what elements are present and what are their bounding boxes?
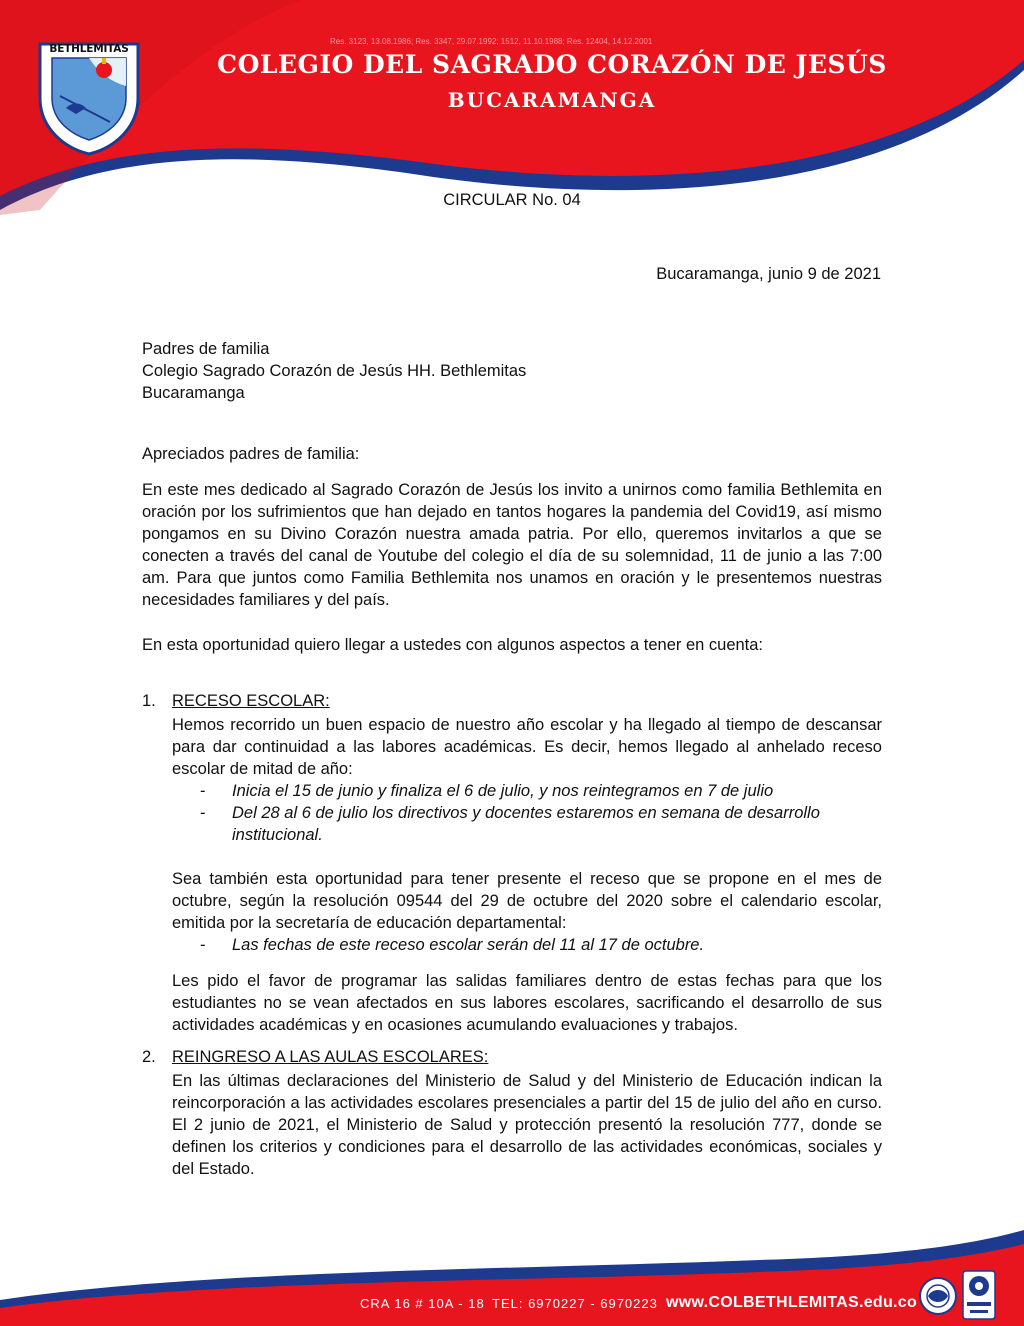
salutation: Apreciados padres de familia: xyxy=(142,445,360,463)
list-item xyxy=(200,802,884,846)
footer-website[interactable]: www.COLBETHLEMITAS.edu.co xyxy=(666,1294,918,1311)
bullet-list xyxy=(200,780,884,846)
section-title: REINGRESO A LAS AULAS ESCOLARES: xyxy=(172,1048,489,1066)
resolutions-line: Res. 3123, 13.08.1986; Res. 3347, 29.07.1992; 1512, 11.10.1988; Res. 12404, 14.12.2001 xyxy=(330,37,653,46)
bullet-list xyxy=(200,934,884,956)
recipients-block xyxy=(142,338,882,404)
section-paragraph: Hemos recorrido un buen espacio de nuestro año escolar y ha llegado al tiempo de descansar para dar continuidad a las labores académicas. Es decir, hemos llegado al anhelado receso escolar de mitad de año: xyxy=(172,716,882,778)
school-city: BUCARAMANGA xyxy=(447,88,657,112)
icontec-certification-icon xyxy=(962,1270,996,1320)
section-heading xyxy=(142,1048,488,1067)
section-title: RECESO ESCOLAR: xyxy=(172,692,330,710)
section-paragraph: En las últimas declaraciones del Ministerio de Salud y del Ministerio de Educación indican la reincorporación a las actividades escolares presenciales a partir del 15 de julio del año en curso. El 2 junio de 2021, el Ministerio de Salud y protección presentó la resolución 777, donde se definen los criterios y condiciones para el desarrollo de las actividades económicas, sociales y del Estado. xyxy=(172,1072,882,1178)
school-name: COLEGIO DEL SAGRADO CORAZÓN DE JESÚS xyxy=(217,50,887,79)
footer-phone: TEL: 6970227 - 6970223 xyxy=(492,1296,658,1311)
iqnet-certification-icon xyxy=(918,1276,958,1316)
recipient-line: Bucaramanga xyxy=(142,384,245,402)
list-item-text: Del 28 al 6 de julio los directivos y docentes estaremos en semana de desarrollo institucional. xyxy=(232,804,820,844)
section-paragraph: Sea también esta oportunidad para tener presente el receso que se propone en el mes de octubre, según la resolución 09544 del 29 de octubre del 2020 sobre el calendario escolar, emitida por la secretaría de educación departamental: xyxy=(172,870,882,932)
circular-title: CIRCULAR No. 04 xyxy=(443,191,581,209)
recipient-line: Padres de familia xyxy=(142,340,270,358)
section-heading xyxy=(142,692,330,711)
list-item xyxy=(200,934,884,956)
recipient-line: Colegio Sagrado Corazón de Jesús HH. Bethlemitas xyxy=(142,362,527,380)
bullet-marker: - xyxy=(200,936,206,954)
intro-paragraph: En este mes dedicado al Sagrado Corazón de Jesús los invito a unirnos como familia Bethlemita en oración por los sufrimientos que han dejado en tantos hogares la pandemia del Covid19, así mismo pongamos en su Divino Corazón nuestra amada patria. Por ello, queremos invitarlos a que se conecten a través del canal de Youtube del colegio el día de su solemnidad, 11 de junio a las 7:00 am. Para que juntos como Familia Bethlemita nos unamos en oración y le presentemos nuestras necesidades familiares y del país. xyxy=(142,481,882,609)
list-item-text: Las fechas de este receso escolar serán del 11 al 17 de octubre. xyxy=(232,936,705,954)
bullet-marker: - xyxy=(200,804,206,822)
section-paragraph: Les pido el favor de programar las salidas familiares dentro de estas fechas para que los estudiantes no se vean afectados en sus labores escolares, sacrificando el desarrollo de sus actividades académicas y en ocasiones acumulando evaluaciones y trabajos. xyxy=(172,972,882,1034)
list-item xyxy=(200,780,884,802)
logo-wordmark: BETHLEMITAS xyxy=(49,43,129,55)
circular-date: Bucaramanga, junio 9 de 2021 xyxy=(656,265,881,283)
section-number: 2. xyxy=(142,1048,156,1066)
bullet-marker: - xyxy=(200,782,206,800)
section-number: 1. xyxy=(142,692,156,710)
list-item-text: Inicia el 15 de junio y finaliza el 6 de julio, y nos reintegramos en 7 de julio xyxy=(232,782,774,800)
aspects-intro: En esta oportunidad quiero llegar a ustedes con algunos aspectos a tener en cuenta: xyxy=(142,636,764,654)
footer-address: CRA 16 # 10A - 18 xyxy=(360,1296,485,1311)
